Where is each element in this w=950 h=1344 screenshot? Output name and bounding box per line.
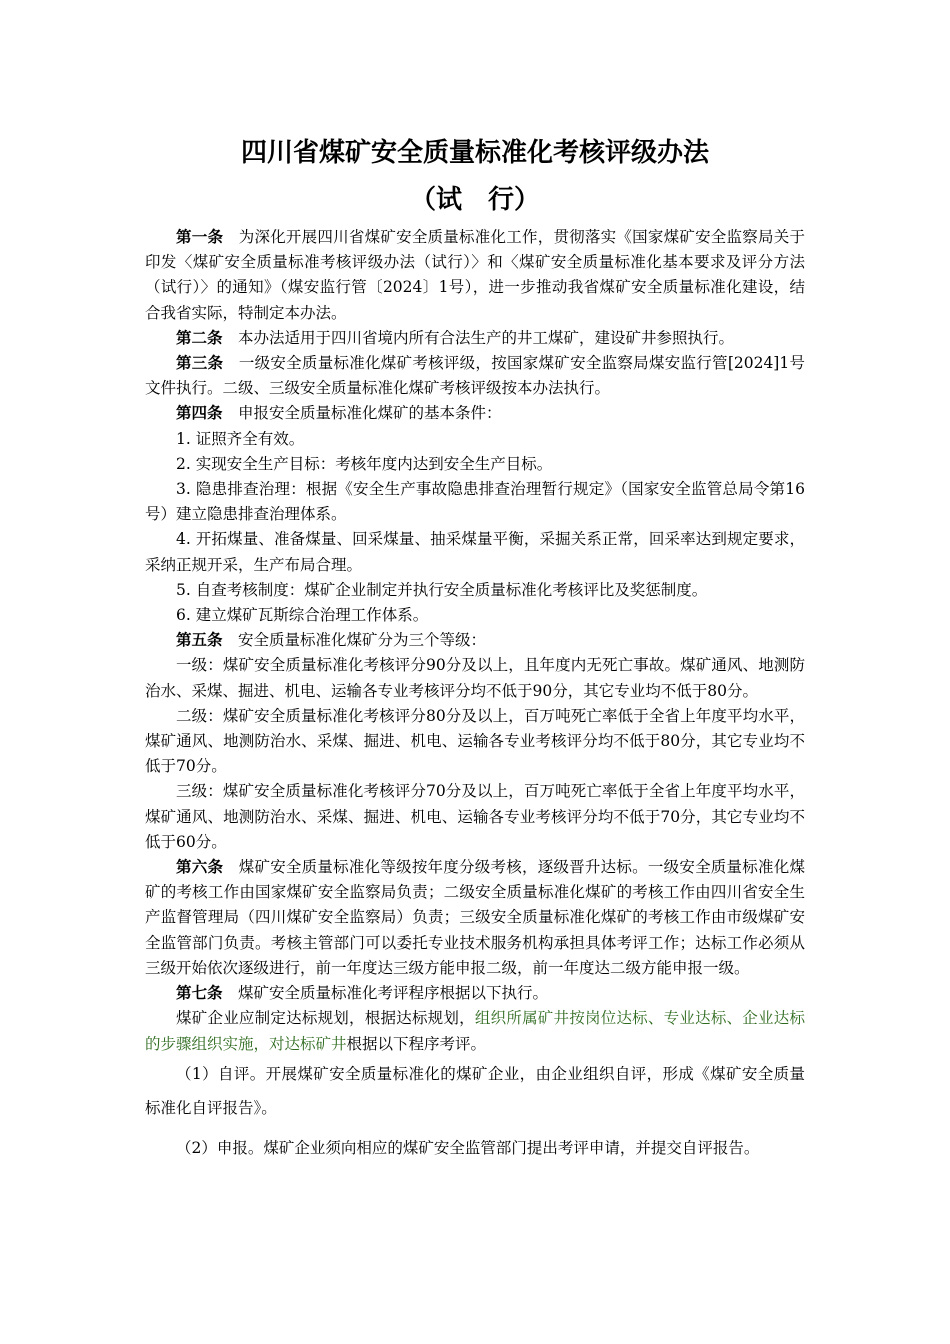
level-item: 三级：煤矿安全质量标准化考核评分70分及以上，百万吨死亡率低于全省上年度平均水平，煤矿通风、地测防治水、采煤、掘进、机电、运输各专业考核评分均不低于70分，其它专业均不低于60分。 [145,782,805,851]
article-text: 本办法适用于四川省境内所有合法生产的井工煤矿，建设矿井参照执行。 [238,328,735,347]
list-item: 4. 开拓煤量、准备煤量、回采煤量、抽采煤量平衡，采掘关系正常，回采率达到规定要求，采纳正规开采，生产布局合理。 [145,530,805,574]
step-self-evaluation: （1）自评。开展煤矿安全质量标准化的煤矿企业，由企业组织自评，形成《煤矿安全质量标准化自评报告》。 [145,1064,805,1117]
list-item: 3. 隐患排查治理：根据《安全生产事故隐患排查治理暂行规定》（国家安全监管总局令第16号）建立隐患排查治理体系。 [145,480,805,524]
level-item: 二级：煤矿安全质量标准化考核评分80分及以上，百万吨死亡率低于全省上年度平均水平，煤矿通风、地测防治水、采煤、掘进、机电、运输各专业考核评分均不低于80分，其它专业均不低于70分。 [145,706,805,776]
document-subtitle: （试 行） [409,185,540,215]
article-text: 为深化开展四川省煤矿安全质量标准化工作，贯彻落实《国家煤矿安全监察局关于印发〈煤矿安全质量标准考核评级办法（试行）〉和〈煤矿安全质量标准化基本要求及评分方法（试行）〉的通知》（煤安监行管〔2024〕1号），进一步推动我省煤矿安全质量标准化建设，结合我省实际，特制定本办法。 [145,228,805,322]
article-label: 第五条 [176,631,223,650]
article-4 [145,401,805,426]
article-2 [145,326,805,351]
list-item: 5. 自查考核制度：煤矿企业制定并执行安全质量标准化考核评比及奖惩制度。 [176,580,708,599]
document-body [145,225,805,1165]
article-text: 煤矿安全质量标准化等级按年度分级考核，逐级晋升达标。一级安全质量标准化煤矿的考核工作由国家煤矿安全监察局负责；二级安全质量标准化煤矿的考核工作由四川省安全生产监督管理局（四川煤矿安全监察局）负责；三级安全质量标准化煤矿的考核工作由市级煤矿安全监管部门负责。考核主管部门可以委托专业技术服务机构承担具体考评工作；达标工作必须从三级开始依次逐级进行，前一年度达三级方能申报二级，前一年度达二级方能申报一级。 [145,858,805,977]
list-item: 1. 证照齐全有效。 [176,429,305,448]
article-5 [145,628,805,653]
article-7 [145,981,805,1006]
plan-text-pre: 煤矿企业应制定达标规划，根据达标规划， [176,1009,475,1028]
article-text: 安全质量标准化煤矿分为三个等级： [238,631,487,650]
level-item: 一级：煤矿安全质量标准化考核评分90分及以上，且年度内无死亡事故。煤矿通风、地测防治水、采煤、掘进、机电、运输各专业考核评分均不低于90分，其它专业均不低于80分。 [145,656,805,700]
article-label: 第三条 [176,354,224,373]
plan-text-post: 根据以下程序考评。 [346,1034,487,1053]
plan-paragraph [145,1006,805,1056]
article-1 [145,225,805,326]
plan-text-highlight: 组织所属矿井按岗位达标、专业达标、企业达标的步骤组织实施，对达标矿井 [145,1009,805,1053]
article-3 [145,351,805,401]
article-text: 煤矿安全质量标准化考评程序根据以下执行。 [238,984,549,1003]
document-title: 四川省煤矿安全质量标准化考核评级办法 [240,138,709,168]
article-label: 第四条 [176,404,223,423]
article-label: 第六条 [176,858,224,877]
step-application: （2）申报。煤矿企业须向相应的煤矿安全监管部门提出考评申请，并提交自评报告。 [176,1138,760,1157]
list-item: 6. 建立煤矿瓦斯综合治理工作体系。 [176,606,429,625]
list-item: 2. 实现安全生产目标：考核年度内达到安全生产目标。 [176,454,553,473]
article-label: 第二条 [176,328,223,347]
article-label: 第七条 [176,984,223,1003]
article-6 [145,855,805,981]
article-label: 第一条 [176,228,224,246]
article-text: 一级安全质量标准化煤矿考核评级，按国家煤矿安全监察局煤安监行管[2024]1号文件执行。二级、三级安全质量标准化煤矿考核评级按本办法执行。 [145,354,805,398]
article-text: 申报安全质量标准化煤矿的基本条件： [238,404,502,423]
